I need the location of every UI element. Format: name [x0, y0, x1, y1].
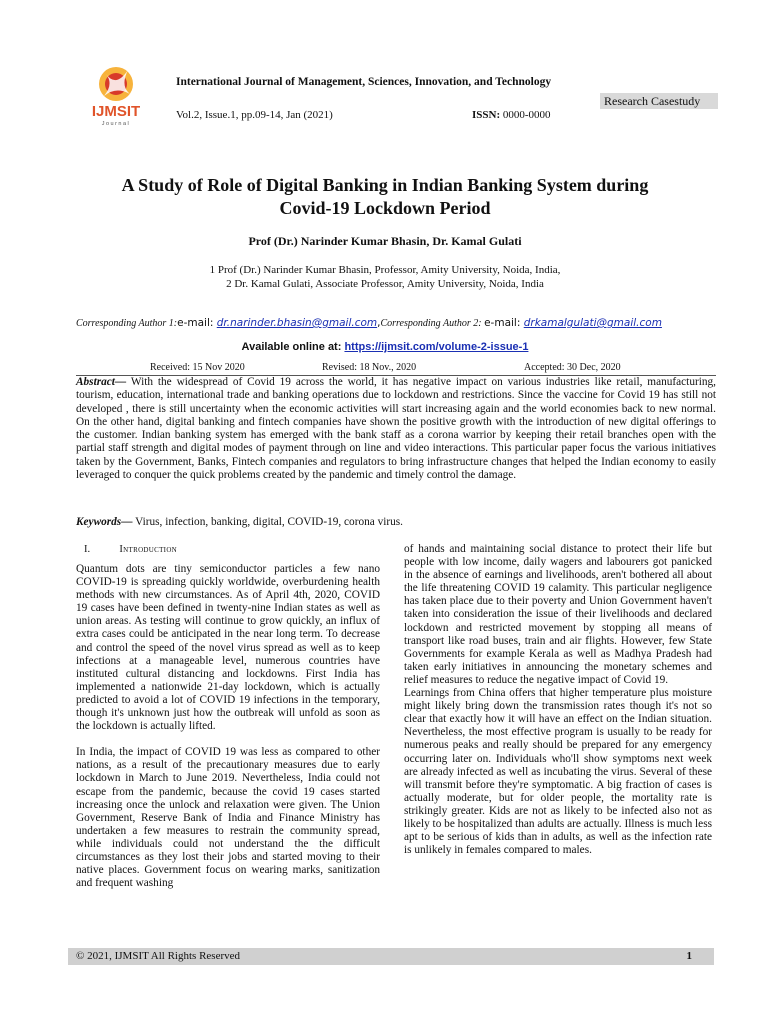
- logo-emblem-icon: [76, 64, 156, 126]
- separator: ,: [377, 317, 381, 329]
- issn-label: ISSN:: [472, 109, 501, 121]
- paper-title-line: A Study of Role of Digital Banking in Indian Banking System during: [121, 175, 649, 195]
- corresponding-authors: [76, 317, 662, 329]
- abstract-text: With the widespread of Covid 19 across the world, it has negative impact on various industries like retail, manufacturing, tourism, education, international trade and banking operations due to lockdown and restrictions. Since the vaccine for Covid 19 has still not developed , there is still uncertainty when the economic activities will start increasing again and the world economies back to new normal. On the other hand, digital banking and fintech companies have shown the positive growth with the introduction of new digital offerings to the customer. Indian banking system has emerged with the bank staff as a corona warrior by keeping their retail branches open with the partial staff strength and digital modes of payment through on line and video interactions. This particular paper focus the various initiatives taken by the Government, Banks, Fintech companies and regulators to bring infrastructure changes that helped the Indian economy to easily leveraged to conquer the quick problems created by the pandemic and timely control the damage.: [76, 376, 716, 482]
- page-number: 1: [686, 950, 692, 962]
- available-online: [60, 341, 710, 353]
- body-paragraph: Quantum dots are tiny semiconductor particles a few nano COVID-19 is spreading quickly worldwide, overburdening health methods with new circumstances. As of April 4th, 2020, COVID 19 cases have been defined in twenty-nine Indian states as well as union areas. As testing will continue to grow quickly, an influx of extra cases could be anticipated in the near long term. To decrease and control the speed of the novel virus spread as well as to keep infections at a manageable level, numerous countries have instituted cultural distancing and lockdowns. First India has implemented a nationwide 21-day lockdown, which is actually predicted to avoid a lot of COVID 19 infections in the temporary, though it's unknown just how the outbreak will unfold as soon as the lockdown is actually lifted.: [76, 563, 380, 733]
- volume-info: Vol.2, Issue.1, pp.09-14, Jan (2021): [176, 109, 333, 121]
- issn-value: 0000-0000: [502, 109, 551, 121]
- affiliation-line: 2 Dr. Kamal Gulati, Associate Professor, Amity University, Noida, India: [226, 278, 544, 290]
- paper-type-badge: Research Casestudy: [600, 93, 718, 109]
- abstract: [76, 376, 716, 482]
- body-paragraph: of hands and maintaining social distance to protect their life but people with low income, daily wagers and labourers got panicked in the absence of earnings and livelihoods, aren't bothered all about the life threatening COVID 19 calamity. This particular negligence has taken place due to their poverty and Union Government haven't taken into consideration the issue of their livelihoods and declared lockdown and restricted movement by stopping all means of transport like road buses, train and air flights. However, few State Governments for example Kerala as well as Madhya Pradesh had taken early initiatives in announcing the monetary schemes and relief measures to reduce the negative impact of Covid 19.: [404, 543, 712, 686]
- available-label: Available online at:: [241, 341, 345, 353]
- email-link-2[interactable]: drkamalgulati@gmail.com: [523, 317, 662, 329]
- issn: [472, 109, 551, 121]
- section-title: Introduction: [119, 544, 178, 555]
- section-number: I.: [84, 544, 91, 555]
- page-footer: [68, 948, 714, 965]
- issue-url-link[interactable]: https://ijmsit.com/volume-2-issue-1: [344, 341, 529, 353]
- affiliations: [60, 263, 710, 291]
- abstract-label: Abstract—: [76, 376, 127, 388]
- keywords: [76, 516, 403, 528]
- paper-title: [60, 174, 710, 220]
- body-paragraph: Learnings from China offers that higher temperature plus moisture might likely bring down the transmission rates though it's not so clear that exactly how it will have an effect on the Indian situation. Nevertheless, the most effective program is usually to be ready for numerous peaks and really should be prepared for any emergency occurring later on. Individuals who'll show symptoms next week are already infected as well as incubating the virus. Several of these will transmit before they're symptomatic. A big fraction of cases is actually moderate, but for older people, the mortality rate is strikingly greater. Kids are not as likely to be infected also not as likely to be hospitalized than adults are actually. Illness is much less apt to be serious of kids than in adults, as well as the infection rate is unlikely in females compared to males.: [404, 687, 712, 857]
- journal-logo: [76, 64, 156, 126]
- body-paragraph: In India, the impact of COVID 19 was less as compared to other nations, as a result of the precautionary measures due to early lockdown in March to June 2019. Nevertheless, India could not escape from the pandemic, because the covid 19 cases started increasing once the unlock and relaxation were given. The Union Government, Reserve Bank of India and Finance Ministry has undertaken a few measures to restrain the community spread, while individuals could not understand the the difficult circumstances as they lost their jobs and started moving to their native places. Government focus on wearing marks, sanitization and frequent washing: [76, 746, 380, 890]
- keywords-text: Virus, infection, banking, digital, COVID-19, corona virus.: [132, 516, 404, 528]
- logo-subtext: Journal: [101, 121, 131, 126]
- revised-date: Revised: 18 Nov., 2020: [322, 362, 417, 373]
- accepted-date: Accepted: 30 Dec, 2020: [524, 362, 621, 373]
- email-label-1: e-mail:: [177, 317, 217, 329]
- section-heading: [84, 544, 177, 555]
- affiliation-line: 1 Prof (Dr.) Narinder Kumar Bhasin, Professor, Amity University, Noida, India,: [209, 264, 561, 276]
- email-link-1[interactable]: dr.narinder.bhasin@gmail.com: [216, 317, 378, 329]
- journal-name: International Journal of Management, Sciences, Innovation, and Technology: [176, 76, 552, 88]
- keywords-label: Keywords—: [76, 516, 133, 528]
- logo-text: IJMSIT: [91, 103, 141, 120]
- email-label-2: e-mail:: [484, 317, 524, 329]
- received-date: Received: 15 Nov 2020: [150, 362, 245, 373]
- copyright: © 2021, IJMSIT All Rights Reserved: [76, 950, 240, 962]
- corresponding-label-1: Corresponding Author 1:: [76, 318, 178, 329]
- body-column-left: [76, 563, 380, 903]
- corresponding-label-2: Corresponding Author 2:: [380, 318, 485, 329]
- authors: Prof (Dr.) Narinder Kumar Bhasin, Dr. Kamal Gulati: [248, 234, 522, 248]
- paper-title-line: Covid-19 Lockdown Period: [279, 198, 491, 218]
- body-column-right: [404, 543, 712, 870]
